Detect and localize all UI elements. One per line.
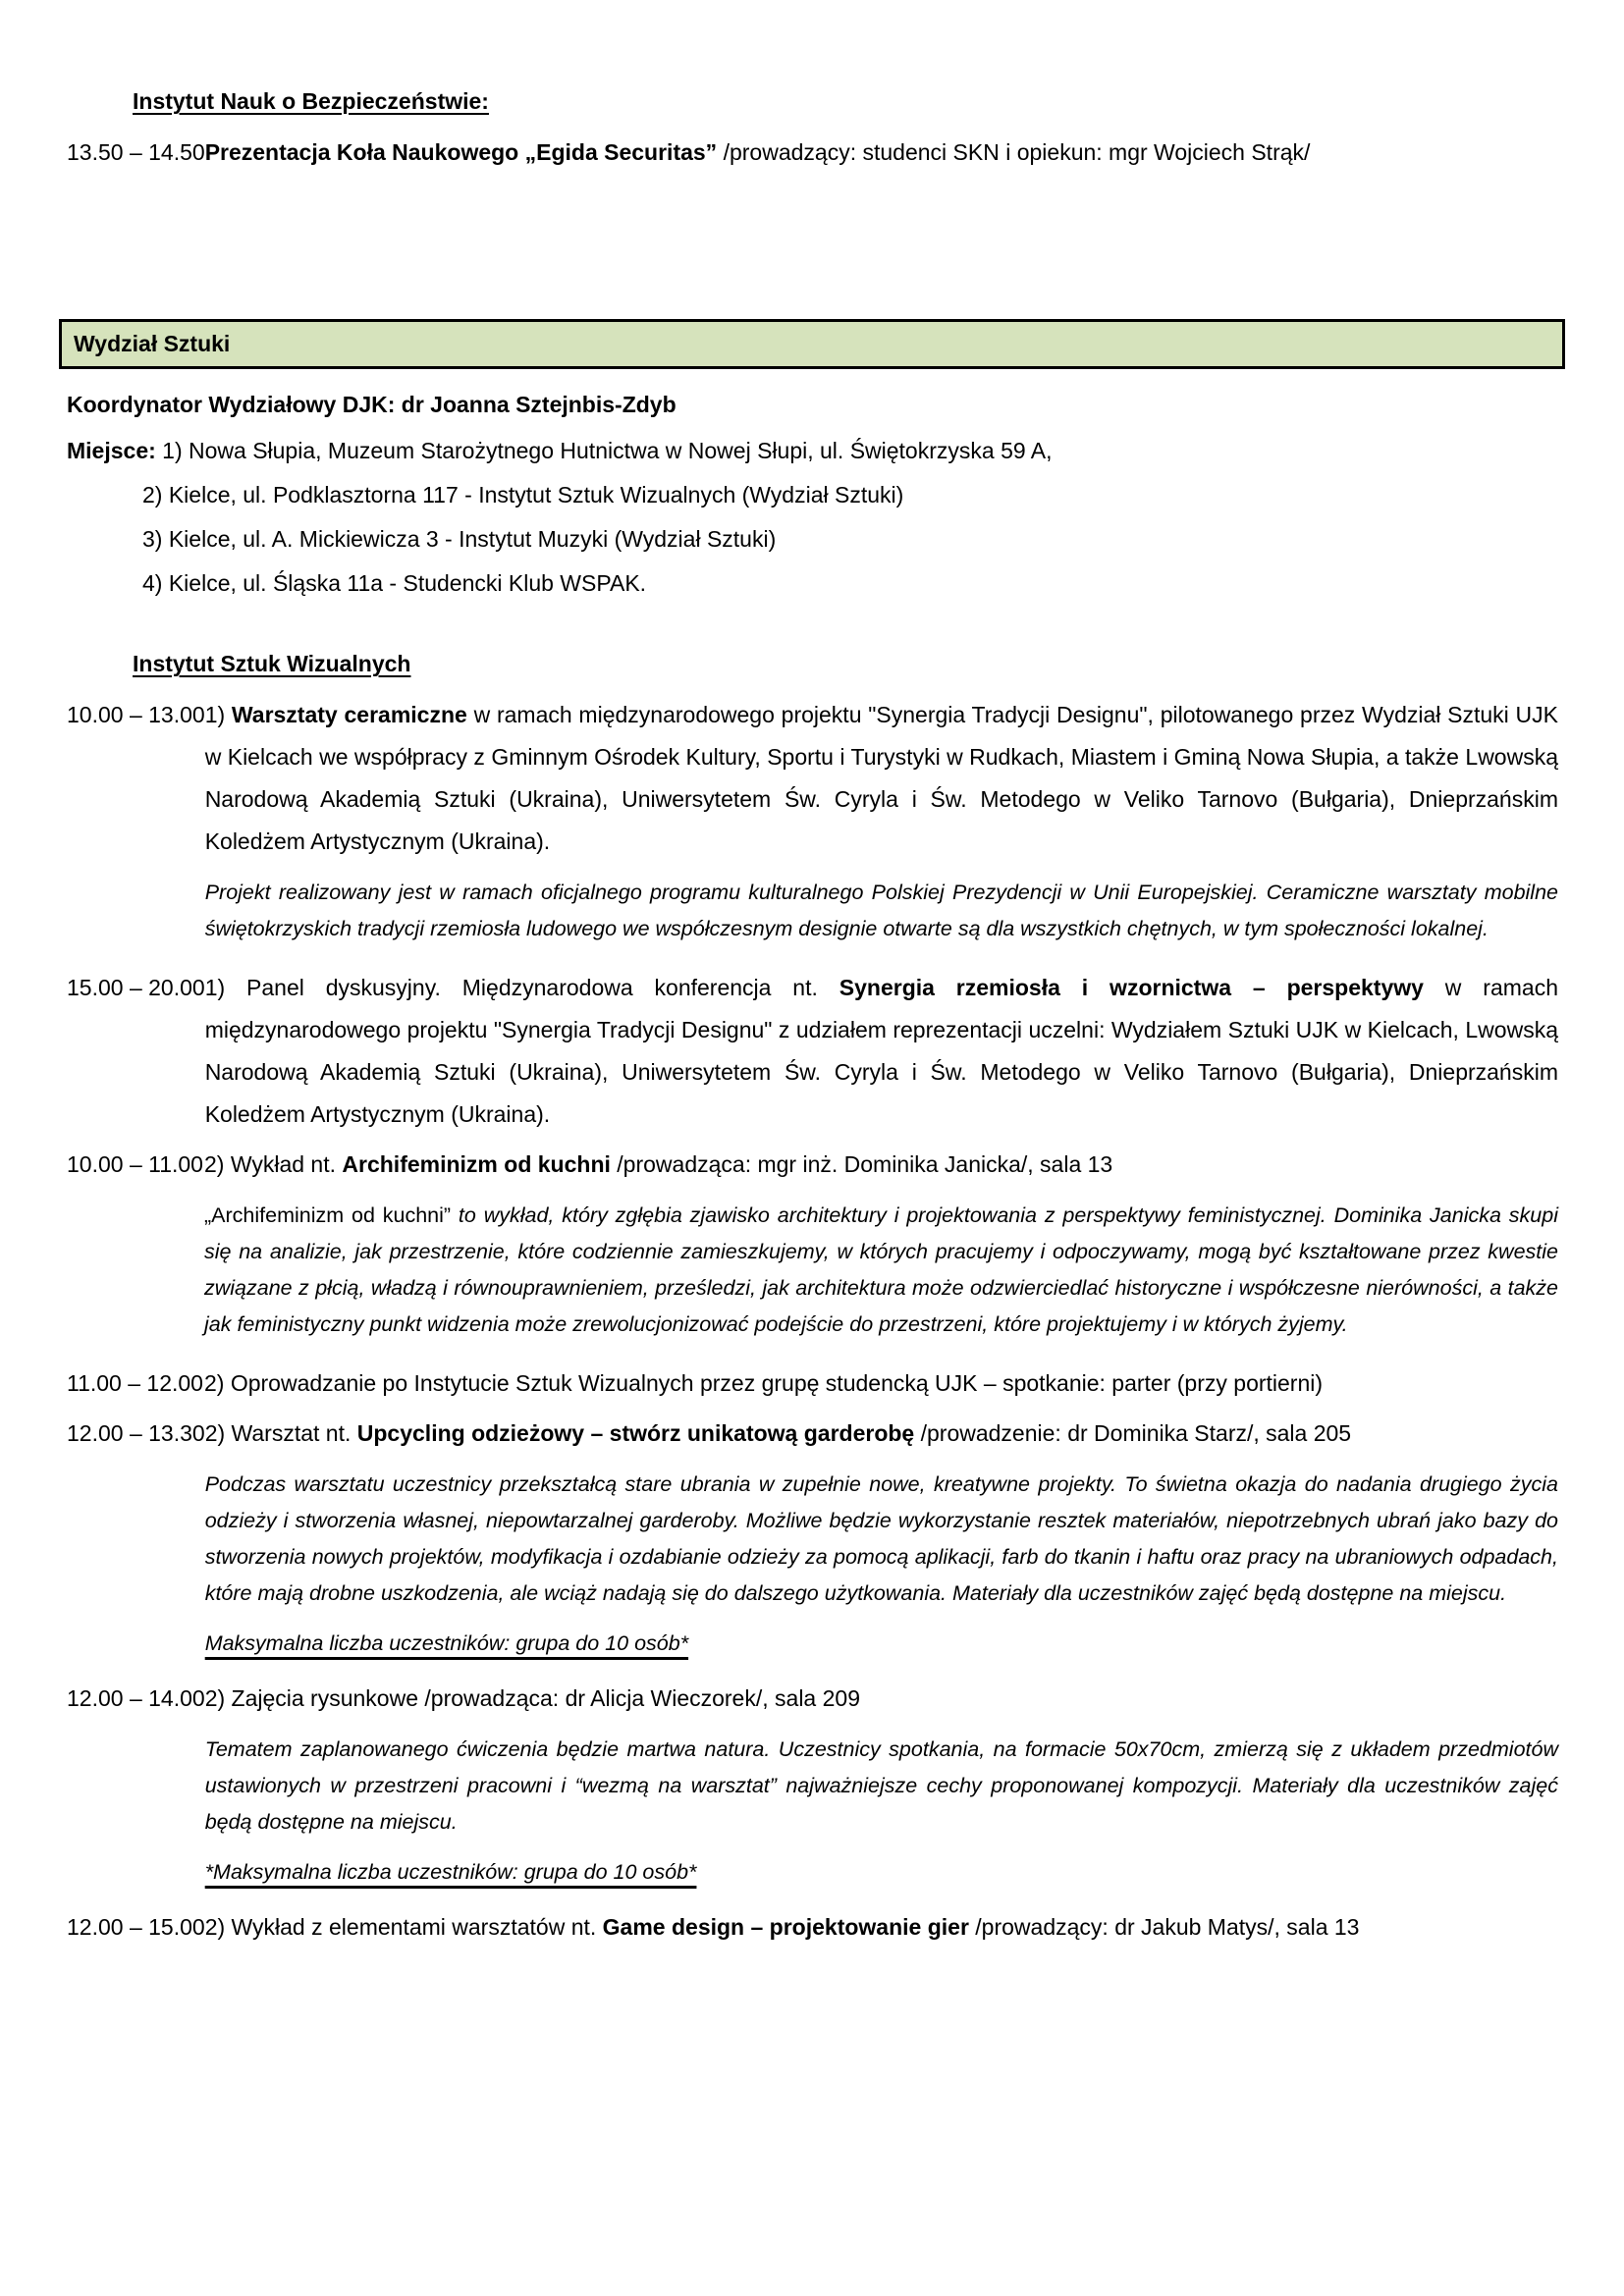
text-segment: Synergia rzemiosła i wzornictwa – perspektywy (839, 975, 1424, 1000)
coordinator-line: Koordynator Wydziałowy DJK: dr Joanna Sztejnbis-Zdyb (67, 392, 677, 417)
location-item: 1) Nowa Słupia, Muzeum Starożytnego Hutnictwa w Nowej Słupi, ul. Świętokrzyska 59 A, (162, 438, 1053, 463)
event-content (205, 694, 1558, 959)
event-note (205, 1467, 1558, 1612)
event-description (205, 1906, 1558, 1949)
event-description (205, 967, 1558, 1136)
text-segment: Warsztaty ceramiczne (231, 702, 467, 727)
time-label: 11.00 – 12.00 (67, 1370, 203, 1396)
event-description (205, 1413, 1558, 1455)
time-label: 13.50 – 14.50 (67, 139, 205, 165)
time-label: 15.00 – 20.00 (67, 975, 205, 1000)
event-note (205, 1732, 1558, 1841)
time-label: 10.00 – 13.00 (67, 702, 205, 727)
time-label: 12.00 – 15.00 (67, 1914, 205, 1940)
institute-heading-security: Instytut Nauk o Bezpieczeństwie: (133, 88, 489, 114)
event-content (205, 132, 1558, 174)
text-segment: /prowadzenie: dr Dominika Starz/, sala 205 (914, 1420, 1352, 1446)
schedule-row (67, 1906, 1558, 1949)
text-segment: w ramach międzynarodowego projektu "Synergia Tradycji Designu", pilotowanego przez Wydział Sztuki UJK w Kielcach we współpracy z Gminnym Ośrodek Kultury, Sportu i Turystyki w Rudkach, Miastem i Gminą Nowa Słupia, a także Lwowską Narodową Akademią Sztuki (Ukraina), Uniwersytetem Św. Cyryla i Św. Metodego w Veliko Tarnovo (Bułgaria), Dnieprzańskim Koledżem Artystycznym (Ukraina). (204, 702, 1559, 854)
event-description (205, 1678, 1558, 1720)
event-content (204, 1144, 1558, 1355)
faculty-section-header: Wydział Sztuki (59, 319, 1565, 369)
event-content (205, 967, 1558, 1136)
schedule-row (67, 1144, 1558, 1355)
text-segment: 1) (204, 702, 232, 727)
text-segment: Projekt realizowany jest w ramach oficjalnego programu kulturalnego Polskiej Prezydencji w Unii Europejskiej. Ceramiczne warsztaty mobilne świętokrzyskich tradycji rzemiosła ludowego we współczesnym designie otwarte są dla wszystkich chętnych, w tym społeczności lokalnej. (204, 881, 1558, 940)
event-description (204, 1362, 1558, 1405)
text-segment: Game design – projektowanie gier (602, 1914, 969, 1940)
event-content (204, 1362, 1558, 1405)
schedule-row (67, 694, 1558, 959)
event-content (205, 1413, 1558, 1670)
event-note (204, 1198, 1558, 1343)
event-note (205, 1626, 1558, 1662)
location-item: 4) Kielce, ul. Śląska 11a - Studencki Klub WSPAK. (142, 570, 647, 596)
text-segment: /prowadząca: mgr inż. Dominika Janicka/, sala 13 (610, 1151, 1113, 1177)
event-description (205, 132, 1558, 174)
time-label: 10.00 – 11.00 (67, 1151, 203, 1177)
event-content (205, 1678, 1558, 1898)
schedule-row (67, 1678, 1558, 1898)
text-segment: 2) Oprowadzanie po Instytucie Sztuk Wizualnych przez grupę studencką UJK – spotkanie: parter (przy portierni) (204, 1370, 1324, 1396)
text-segment: Tematem zaplanowanego ćwiczenia będzie martwa natura. Uczestnicy spotkania, na formacie 50x70cm, zmierzą się z układem przedmiotów ustawionych w przestrzeni pracowni i “wezmą na warsztat” najważniejsze cechy proponowanej kompozycji. Materiały dla uczestników zajęć będą dostępne na miejscu. (204, 1737, 1558, 1834)
schedule-row (67, 967, 1558, 1136)
text-segment: to wykład, który zgłębia zjawisko architektury i projektowania z perspektywy feministycznej. Dominika Janicka skupi się na analizie, jak przestrzenie, które codziennie zamieszkujemy, w których pracujemy i odpoczywamy, mogą być kształtowane przez kwestie związane z płcią, władzą i równouprawnieniem, prześledzi, jak architektura może odzwierciedlać historyczne i współczesne nierówności, a także jak feministyczny punkt widzenia może zrewolucjonizować podejście do przestrzeni, które projektujemy i w których żyjemy. (204, 1203, 1558, 1336)
location-line (67, 429, 1558, 473)
schedule-row (67, 132, 1558, 174)
text-segment: 2) Wykład z elementami warsztatów nt. (204, 1914, 603, 1940)
schedule-list (67, 694, 1558, 1949)
schedule-row (67, 1362, 1558, 1405)
text-segment: *Maksymalna liczba uczestników: grupa do 10 osób* (204, 1860, 697, 1884)
event-note (205, 1854, 1558, 1891)
text-segment: 1) Panel dyskusyjny. Międzynarodowa konferencja nt. (204, 975, 839, 1000)
time-label: 12.00 – 14.00 (67, 1685, 205, 1711)
event-description (205, 694, 1558, 863)
text-segment: /prowadzący: dr Jakub Matys/, sala 13 (968, 1914, 1360, 1940)
location-label: Miejsce: (67, 438, 156, 463)
event-description (204, 1144, 1558, 1186)
text-segment: /prowadzący: studenci SKN i opiekun: mgr Wojciech Strąk/ (723, 139, 1311, 165)
location-item: 2) Kielce, ul. Podklasztorna 117 - Instytut Sztuk Wizualnych (Wydział Sztuki) (142, 482, 904, 507)
text-segment: „Archifeminizm od kuchni” (204, 1203, 452, 1227)
location-block (67, 429, 1558, 606)
event-content (205, 1906, 1558, 1949)
location-item: 3) Kielce, ul. A. Mickiewicza 3 - Instytut Muzyki (Wydział Sztuki) (142, 526, 777, 552)
text-segment: Archifeminizm od kuchni (342, 1151, 611, 1177)
text-segment: Podczas warsztatu uczestnicy przekształcą stare ubrania w zupełnie nowe, kreatywne projekty. To świetna okazja do nadania drugiego życia odzieży i stworzenia własnej, niepowtarzalnej garderoby. Możliwe będzie wykorzystanie resztek materiałów, niepotrzebnych ubrań jako bazy do stworzenia nowych projektów, modyfikacja i ozdabianie odzieży za pomocą aplikacji, farb do tkanin i haftu oraz pracy na ubraniowych odpadach, które mają drobne uszkodzenia, ale wciąż nadają się do dalszego użytkowania. Materiały dla uczestników zajęć będą dostępne na miejscu. (204, 1472, 1558, 1605)
institute-heading-visual-arts: Instytut Sztuk Wizualnych (133, 651, 411, 676)
text-segment: 2) Warsztat nt. (204, 1420, 357, 1446)
text-segment: w ramach międzynarodowego projektu "Synergia Tradycji Designu" z udziałem reprezentacji uczelni: Wydziałem Sztuki UJK w Kielcach, Lwowską Narodową Akademią Sztuki (Ukraina), Uniwersytetem Św. Cyryla i Św. Metodego w Veliko Tarnovo (Bułgaria), Dnieprzańskim Koledżem Artystycznym (Ukraina). (204, 975, 1558, 1127)
event-note (205, 875, 1558, 947)
schedule-row (67, 1413, 1558, 1670)
text-segment: Upcycling odzieżowy – stwórz unikatową garderobę (356, 1420, 915, 1446)
text-segment: Maksymalna liczba uczestników: grupa do 10 osób* (204, 1631, 689, 1655)
text-segment: 2) Zajęcia rysunkowe /prowadząca: dr Alicja Wieczorek/, sala 209 (204, 1685, 860, 1711)
text-segment: 2) Wykład nt. (204, 1151, 343, 1177)
time-label: 12.00 – 13.30 (67, 1420, 205, 1446)
text-segment: Prezentacja Koła Naukowego „Egida Securitas” (204, 139, 724, 165)
